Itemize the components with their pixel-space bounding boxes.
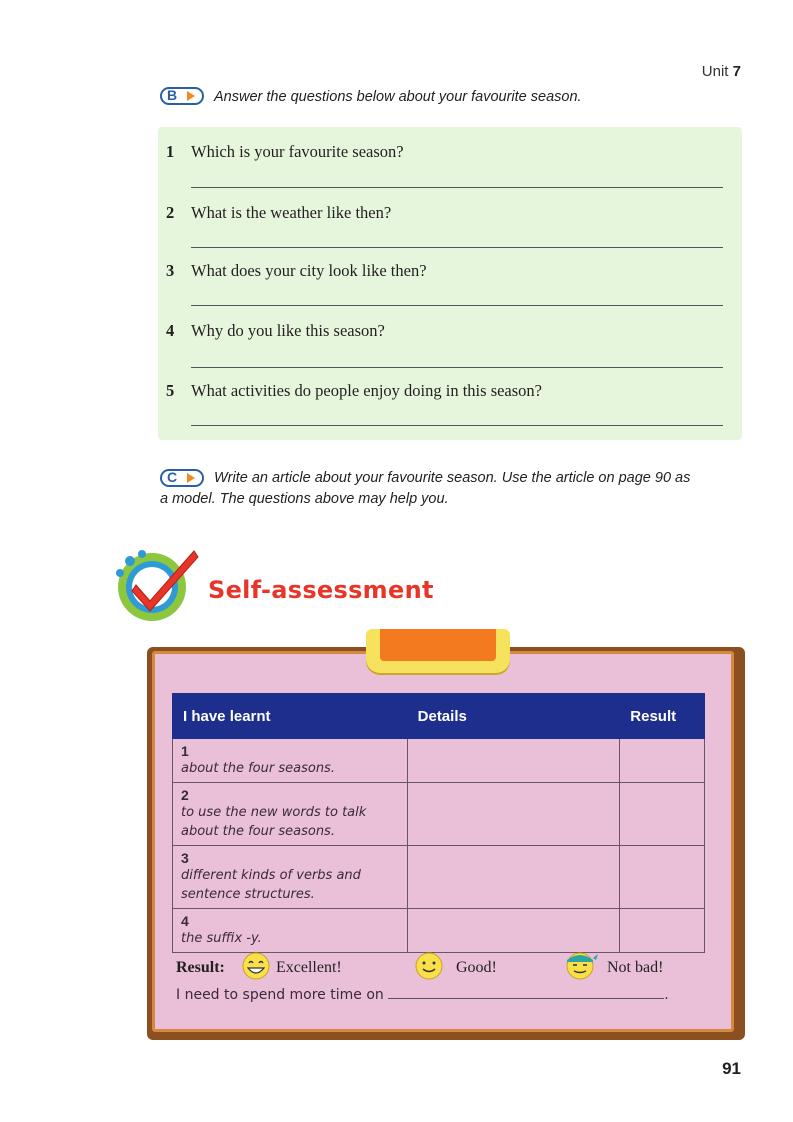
result-cell[interactable] — [620, 739, 705, 783]
table-row — [173, 783, 705, 846]
question-number: 3 — [166, 261, 175, 280]
badge-letter: B — [167, 87, 178, 103]
learnt-cell — [173, 739, 408, 783]
table-row — [173, 739, 705, 783]
question-text: What activities do people enjoy doing in this season? — [191, 381, 543, 400]
rating-not-bad: Not bad! — [607, 959, 664, 976]
result-legend — [176, 959, 225, 977]
answer-line-5[interactable] — [191, 425, 723, 426]
question-text: What does your city look like then? — [191, 261, 427, 280]
question-2 — [166, 203, 391, 223]
row-number: 2 — [181, 787, 189, 803]
question-number: 2 — [166, 203, 175, 222]
result-cell[interactable] — [620, 783, 705, 846]
need-more-time-line: I need to spend more time on . — [176, 987, 669, 1003]
question-1 — [166, 142, 404, 162]
row-number: 3 — [181, 850, 189, 866]
assessment-table — [172, 693, 705, 953]
unit-number: 7 — [732, 63, 741, 80]
row-number: 1 — [181, 743, 189, 759]
question-box — [158, 127, 742, 440]
rating-good: Good! — [456, 959, 497, 976]
row-text: the suffix -y. — [181, 931, 262, 946]
row-number: 4 — [181, 913, 189, 929]
header-result: Result — [620, 694, 705, 739]
details-cell[interactable] — [407, 739, 620, 783]
answer-line-4[interactable] — [191, 367, 723, 368]
smiling-face-icon[interactable] — [413, 952, 445, 980]
board-clip — [366, 629, 510, 673]
play-arrow-icon — [187, 473, 195, 483]
row-text: to use the new words to talk about the four seasons. — [181, 805, 367, 839]
row-text: different kinds of verbs and sentence structures. — [181, 868, 361, 902]
exercise-b-instruction: Answer the questions below about your favourite season. — [214, 89, 582, 105]
question-number: 4 — [166, 321, 175, 340]
board-clip-inner — [380, 629, 496, 661]
answer-line-2[interactable] — [191, 247, 723, 248]
table-header-row — [173, 694, 705, 739]
exercise-c-instruction-line2: a model. The questions above may help you. — [160, 491, 449, 507]
question-5 — [166, 381, 542, 401]
question-number: 5 — [166, 381, 175, 400]
question-text: Why do you like this season? — [191, 321, 385, 340]
details-cell[interactable] — [407, 846, 620, 909]
table-row — [173, 909, 705, 953]
rating-excellent: Excellent! — [276, 959, 342, 976]
unit-label — [702, 63, 741, 80]
header-learnt: I have learnt — [173, 694, 408, 739]
question-4 — [166, 321, 385, 341]
question-3 — [166, 261, 427, 281]
answer-line-3[interactable] — [191, 305, 723, 306]
question-text: Which is your favourite season? — [191, 142, 404, 161]
learnt-cell — [173, 783, 408, 846]
exercise-c-badge — [160, 469, 204, 487]
question-text: What is the weather like then? — [191, 203, 392, 222]
result-cell[interactable] — [620, 909, 705, 953]
bandana-face-icon[interactable] — [563, 950, 599, 980]
need-more-time-blank[interactable] — [388, 986, 664, 999]
row-text: about the four seasons. — [181, 761, 335, 776]
details-cell[interactable] — [407, 783, 620, 846]
unit-word: Unit — [701, 63, 729, 80]
header-details: Details — [407, 694, 620, 739]
page-number: 91 — [722, 1059, 741, 1078]
result-label: Result: — [176, 959, 225, 976]
question-number: 1 — [166, 142, 175, 161]
details-cell[interactable] — [407, 909, 620, 953]
table-row — [173, 846, 705, 909]
need-more-time-text: I need to spend more time on — [176, 987, 384, 1003]
badge-letter: C — [167, 469, 178, 485]
laughing-face-icon[interactable] — [240, 952, 272, 980]
learnt-cell — [173, 846, 408, 909]
play-arrow-icon — [187, 91, 195, 101]
learnt-cell — [173, 909, 408, 953]
checkmark-badge-icon — [112, 545, 208, 625]
exercise-b-badge — [160, 87, 204, 105]
answer-line-1[interactable] — [191, 187, 723, 188]
exercise-c-instruction-line1: Write an article about your favourite season. Use the article on page 90 as — [214, 470, 691, 486]
self-assessment-title: Self-assessment — [208, 576, 434, 604]
result-cell[interactable] — [620, 846, 705, 909]
